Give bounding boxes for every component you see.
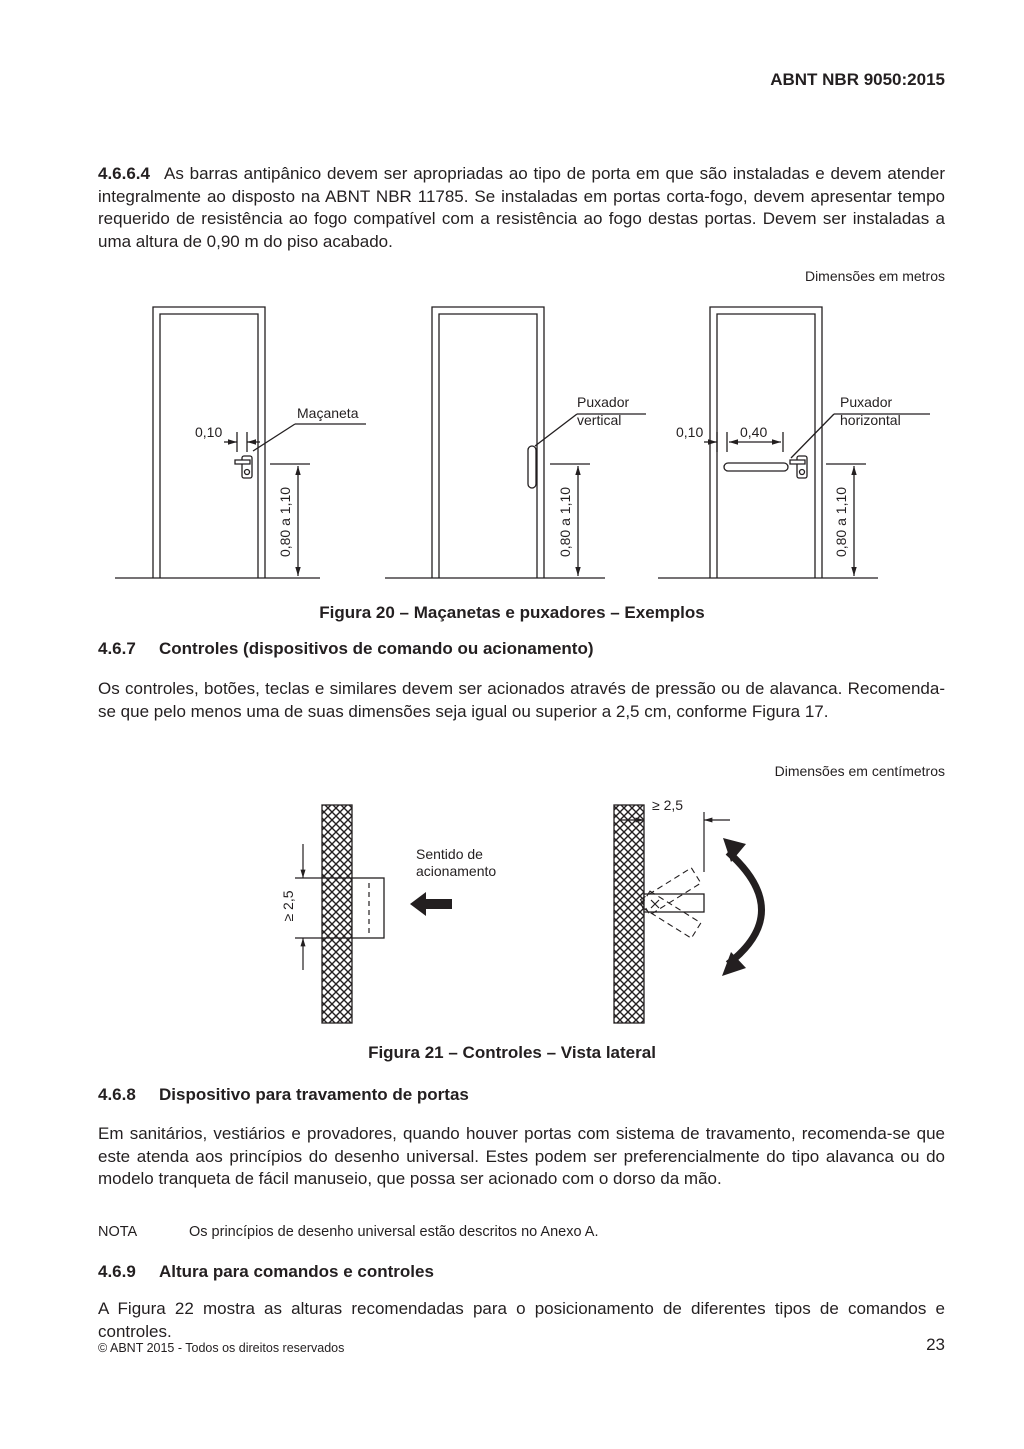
paragraph-4664 xyxy=(98,163,945,253)
dim-offset-door1: 0,10 xyxy=(195,424,223,440)
section-heading-467 xyxy=(98,639,594,659)
section-number: 4.6.7 xyxy=(98,639,136,658)
label-acionamento: acionamento xyxy=(416,863,497,879)
figure-21-caption: Figura 21 – Controles – Vista lateral xyxy=(368,1043,656,1062)
figure-20-caption: Figura 20 – Maçanetas e puxadores – Exemplos xyxy=(319,603,705,622)
dim-height-door3: 0,80 a 1,10 xyxy=(833,486,849,558)
section-heading-468 xyxy=(98,1085,469,1105)
note xyxy=(98,1224,598,1240)
section-number: 4.6.8 xyxy=(98,1085,136,1104)
section-heading-469 xyxy=(98,1262,434,1282)
section-title: Dispositivo para travamento de portas xyxy=(159,1085,469,1104)
dim-button-height: ≥ 2,5 xyxy=(280,890,296,922)
section-number: 4.6.9 xyxy=(98,1262,136,1281)
units-note-fig20: Dimensões em metros xyxy=(804,268,945,284)
label-macaneta: Maçaneta xyxy=(297,405,359,421)
dim-offset-door3: 0,10 xyxy=(676,424,704,440)
section-title: Controles (dispositivos de comando ou acionamento) xyxy=(159,639,594,658)
push-button-side-view xyxy=(295,805,452,1023)
paragraph-text: As barras antipânico devem ser apropriadas ao tipo de porta em que são instaladas e devem atender integralmente ao disposto na ABNT NBR 11785. Se instaladas em portas corta-fogo, devem apresentar tempo requerido de resistência ao fogo compatível com a resistência ao fogo destas portas. Devem ser instaladas a uma altura de 0,90 m do piso acabado. xyxy=(98,164,945,251)
page-number: 23 xyxy=(926,1335,945,1354)
paragraph-469: A Figura 22 mostra as alturas recomendadas para o posicionamento de diferentes tipos de comandos e controles. xyxy=(98,1299,945,1341)
door-1-handle xyxy=(115,307,366,578)
note-text: Os princípios de desenho universal estão descritos no Anexo A. xyxy=(189,1224,599,1240)
units-note-fig21: Dimensões em centímetros xyxy=(774,763,945,779)
label-horizontal-door3: horizontal xyxy=(840,412,901,428)
lever-side-view xyxy=(614,805,762,1023)
section-number: 4.6.6.4 xyxy=(98,164,150,183)
dim-length-door3: 0,40 xyxy=(740,424,768,440)
document-id: ABNT NBR 9050:2015 xyxy=(770,70,945,89)
paragraph-468: Em sanitários, vestiários e provadores, quando houver portas com sistema de travamento, recomenda-se que este atenda aos princípios do desenho universal. Estes podem ser preferencialmente do tipo alavanca ou do modelo tranqueta de fácil manuseio, que possa ser acionado com o dorso da mão. xyxy=(98,1124,945,1188)
label-puxador-door2: Puxador xyxy=(577,394,630,410)
dim-height-door1: 0,80 a 1,10 xyxy=(277,486,293,558)
door-2-vertical-pull xyxy=(385,307,646,578)
label-puxador-door3: Puxador xyxy=(840,394,893,410)
section-title: Altura para comandos e controles xyxy=(159,1262,434,1281)
note-label: NOTA xyxy=(98,1224,138,1240)
figure-21-controls-drawings xyxy=(0,790,1024,1035)
footer-copyright: © ABNT 2015 - Todos os direitos reservados xyxy=(98,1341,345,1355)
dim-height-door2: 0,80 a 1,10 xyxy=(557,486,573,558)
door-3-horizontal-pull xyxy=(658,307,930,578)
label-vertical-door2: vertical xyxy=(577,412,622,428)
dim-lever-offset: ≥ 2,5 xyxy=(652,797,684,813)
figure-20-door-drawings xyxy=(0,290,1024,590)
paragraph-467: Os controles, botões, teclas e similares devem ser acionados através de pressão ou de alavanca. Recomenda-se que pelo menos uma de suas dimensões seja igual ou superior a 2,5 cm, conforme Figura 17. xyxy=(98,679,945,721)
label-sentido: Sentido de xyxy=(416,846,483,862)
